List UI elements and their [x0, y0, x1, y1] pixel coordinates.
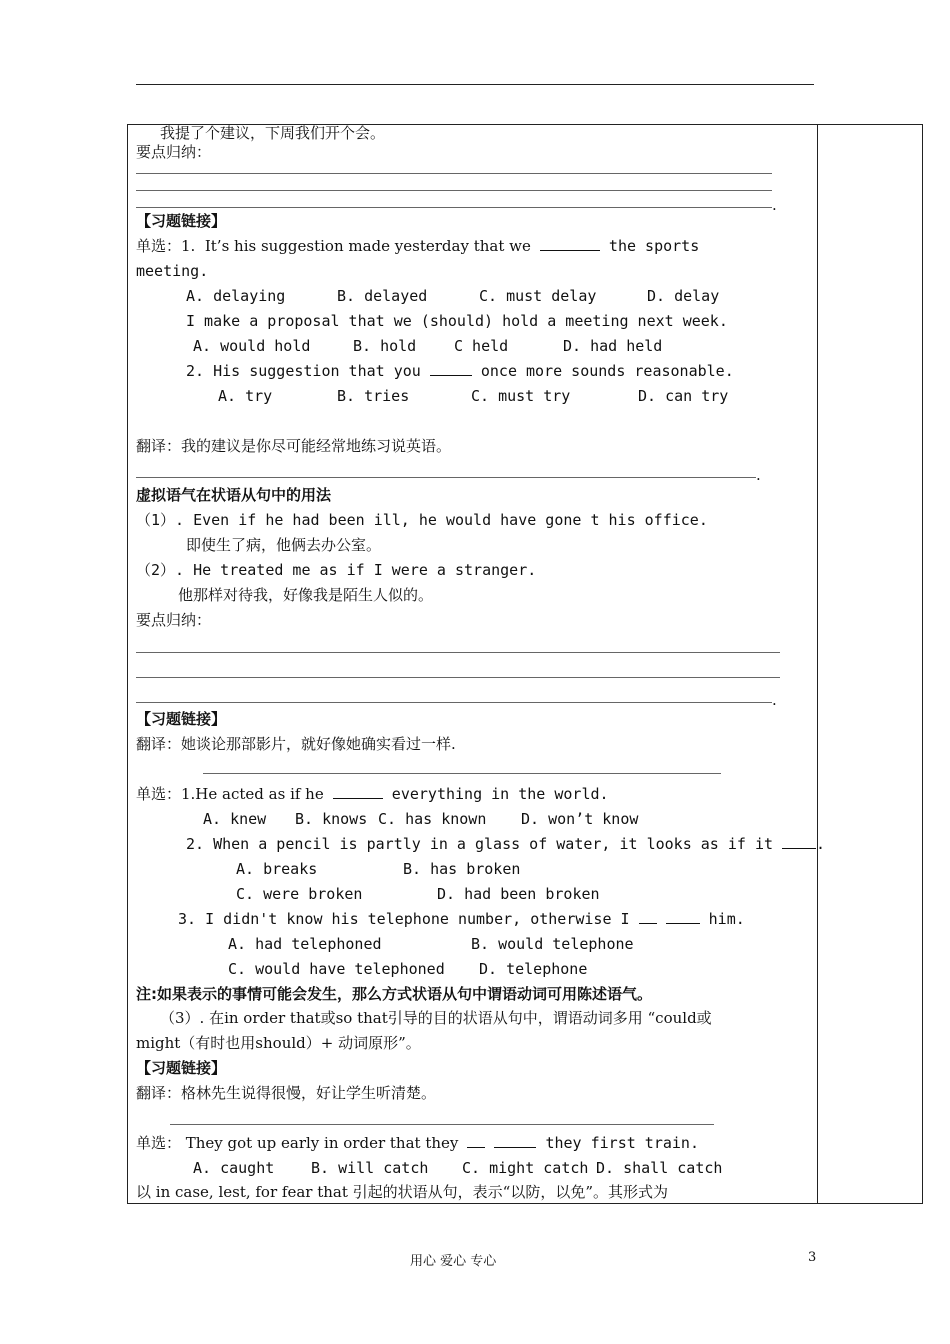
translate-line: 翻译：格林先生说得很慢，好让学生听清楚。 [136, 1084, 437, 1102]
period-mark: . [772, 196, 777, 214]
option: B. hold [353, 337, 417, 355]
option: C. must delay [479, 287, 597, 305]
answer-blank[interactable] [782, 834, 816, 849]
column-divider [817, 124, 818, 1204]
page-number: 3 [808, 1250, 817, 1265]
answer-line[interactable] [203, 773, 721, 774]
example-2-en: （2）. He treated me as if I were a stranger. [136, 561, 537, 579]
option: A. delaying [186, 287, 286, 305]
answer-blank[interactable] [639, 909, 657, 924]
period-mark: . [772, 691, 777, 709]
answer-line[interactable] [136, 702, 772, 703]
option: D. telephone [479, 960, 588, 978]
section-heading: 虚拟语气在状语从句中的用法 [136, 486, 332, 504]
option: A. knew [203, 810, 267, 828]
question-1 [136, 234, 699, 259]
option: D. had been broken [437, 885, 600, 903]
option: B. tries [337, 387, 410, 405]
answer-blank[interactable] [333, 784, 383, 799]
answer-blank[interactable] [430, 361, 472, 376]
question-text-end: they first train. [545, 1134, 699, 1152]
option: B. would telephone [471, 935, 634, 953]
option: C. were broken [236, 885, 363, 903]
footer-motto: 用心 爱心 专心 [410, 1254, 497, 1269]
header-rule [136, 84, 814, 85]
answer-line [136, 173, 772, 174]
answer-blank[interactable] [540, 236, 600, 251]
option: D. had held [563, 337, 663, 355]
example-1-en: （1）. Even if he had been ill, he would have gone t his office. [136, 511, 708, 529]
closing-line: 以 in case, lest, for fear that 引起的状语从句，表示“以防，以免”。其形式为 [136, 1183, 668, 1201]
question-text: 单选： They got up early in order that they [136, 1134, 459, 1152]
option: D. won’t know [521, 810, 639, 828]
exercise-heading: 【习题链接】 [136, 710, 227, 728]
question-1 [136, 782, 609, 807]
option: B. has broken [403, 860, 521, 878]
question-text: 单选：1. It’s his suggestion made yesterday that we [136, 237, 531, 255]
question-text-end: everything in the world. [391, 785, 609, 803]
question-2: 2. When a pencil is partly in a glass of water, it looks as if it . [186, 835, 826, 853]
question-1-cont: meeting. [136, 262, 209, 280]
option: B. will catch [311, 1159, 429, 1177]
question-3 [178, 907, 745, 932]
summary-label: 要点归纳： [136, 611, 212, 629]
answer-blank[interactable] [467, 1133, 485, 1148]
question-2 [186, 359, 734, 384]
exercise-heading: 【习题链接】 [136, 1059, 227, 1077]
option: D. delay [647, 287, 720, 305]
question-text: 3. I didn't know his telephone number, otherwise I [178, 910, 630, 928]
question-text-end: the sports [608, 237, 700, 255]
summary-label: 要点归纳： [136, 143, 212, 161]
answer-line[interactable] [136, 477, 756, 478]
rule-3-line-1: （3）. 在in order that或so that引导的目的状语从句中，谓语动词多用 “could或 [160, 1009, 712, 1027]
option: C. would have telephoned [228, 960, 445, 978]
exercise-heading: 【习题链接】 [136, 212, 227, 230]
question-text-end: once more sounds reasonable. [480, 362, 734, 380]
question [136, 1131, 699, 1156]
option: D. can try [638, 387, 729, 405]
option: C held [454, 337, 509, 355]
answer-line[interactable] [136, 652, 780, 653]
translate-line: 翻译：她谈论那部影片，就好像她确实看过一样. [136, 735, 456, 753]
option: D. shall catch [596, 1159, 723, 1177]
option: C. might catch [462, 1159, 589, 1177]
period-mark: . [756, 466, 761, 484]
option: A. had telephoned [228, 935, 382, 953]
option: B. delayed [337, 287, 428, 305]
answer-blank[interactable] [666, 909, 700, 924]
answer-line[interactable] [136, 677, 780, 678]
option: A. caught [193, 1159, 275, 1177]
example-1-zh: 即使生了病，他俩去办公室。 [186, 536, 382, 554]
rule-3-line-2: might（有时也用should）+ 动词原形”。 [136, 1034, 421, 1052]
option: A. breaks [236, 860, 318, 878]
answer-line [136, 207, 772, 208]
option: A. would hold [193, 337, 311, 355]
question-text: 单选：1.He acted as if he [136, 785, 324, 803]
option: C. has known [378, 810, 487, 828]
translate-line: 翻译：我的建议是你尽可能经常地练习说英语。 [136, 437, 452, 455]
answer-line[interactable] [170, 1124, 714, 1125]
question-text: 2. His suggestion that you [186, 362, 421, 380]
question-text-end: him. [708, 910, 745, 928]
grammar-note: 注:如果表示的事情可能会发生，那么方式状语从句中谓语动词可用陈述语气。 [136, 985, 653, 1003]
option: A. try [218, 387, 273, 405]
example-2-zh: 他那样对待我，好像我是陌生人似的。 [178, 586, 434, 604]
intro-sentence: 我提了个建议，下周我们开个会。 [160, 124, 386, 142]
example-sentence: I make a proposal that we (should) hold a meeting next week. [186, 312, 728, 330]
answer-blank[interactable] [494, 1133, 536, 1148]
option: B. knows [295, 810, 368, 828]
option: C. must try [471, 387, 571, 405]
question-text: 2. When a pencil is partly in a glass of water, it looks as if it [186, 835, 773, 853]
answer-line [136, 190, 772, 191]
